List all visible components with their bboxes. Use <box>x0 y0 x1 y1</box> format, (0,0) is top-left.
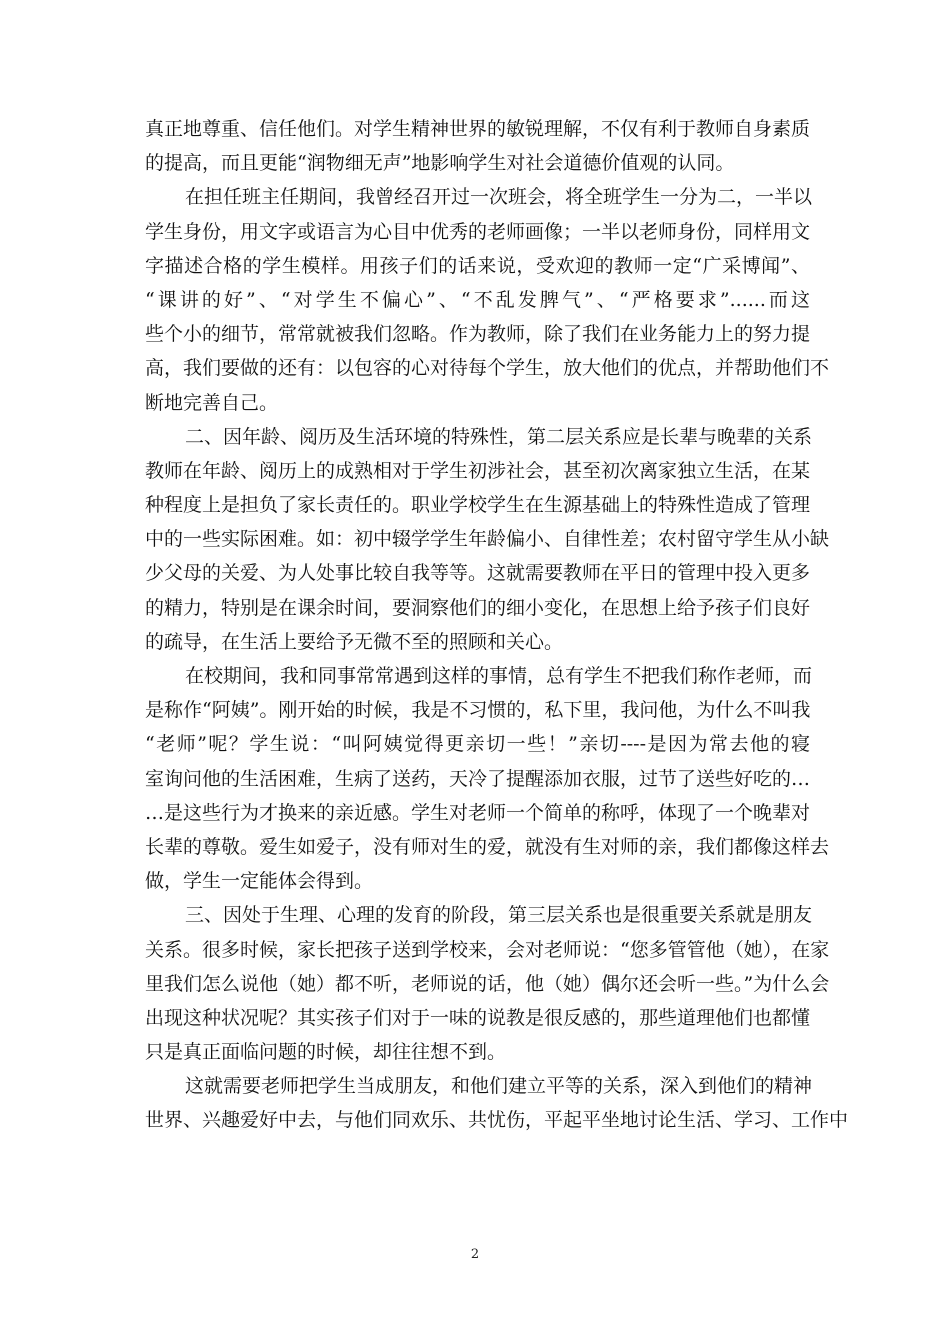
text-line: 少父母的关爱、为人处事比较自我等等。这就需要教师在平日的管理中投入更多 <box>145 562 811 585</box>
text-line: 的疏导，在生活上要给予无微不至的照顾和关心。 <box>145 630 564 653</box>
text-line: 断地完善自己。 <box>145 391 279 414</box>
text-line: 室询问他的生活困难，生病了送药，天冷了提醒添加衣服，过节了送些好吃的… <box>145 767 811 790</box>
text-line: 中的一些实际困难。如：初中辍学学生年龄偏小、自律性差；农村留守学生从小缺 <box>145 528 830 551</box>
paragraph-first-line: 这就需要老师把学生当成朋友，和他们建立平等的关系，深入到他们的精神 <box>185 1075 813 1098</box>
text-line: “老师”呢？学生说：“叫阿姨觉得更亲切一些！”亲切----是因为常去他的寝 <box>145 733 810 756</box>
text-line: 关系。很多时候，家长把孩子送到学校来，会对老师说：“您多管管他（她），在家 <box>145 938 830 961</box>
section-heading-line: 二、因年龄、阅历及生活环境的特殊性，第二层关系应是长辈与晚辈的关系 <box>185 425 813 448</box>
text-line: 字描述合格的学生模样。用孩子们的话来说，受欢迎的教师一定“广采博闻”、 <box>145 254 810 277</box>
page-number: 2 <box>470 1247 480 1262</box>
text-line: 只是真正面临问题的时候，却往往想不到。 <box>145 1041 507 1064</box>
text-line: …是这些行为才换来的亲近感。学生对老师一个简单的称呼，体现了一个晚辈对 <box>145 801 811 824</box>
text-line: 真正地尊重、信任他们。对学生精神世界的敏锐理解，不仅有利于教师自身素质 <box>145 118 811 140</box>
text-line: 世界、兴趣爱好中去，与他们同欢乐、共忧伤，平起平坐地讨论生活、学习、工作中 <box>145 1109 849 1132</box>
text-line: 的精力，特别是在课余时间，要洞察他们的细小变化，在思想上给予孩子们良好 <box>145 596 811 619</box>
text-line: 是称作“阿姨”。刚开始的时候，我是不习惯的，私下里，我问他，为什么不叫我 <box>145 699 811 722</box>
paragraph-first-line: 在校期间，我和同事常常遇到这样的事情，总有学生不把我们称作老师，而 <box>185 665 813 687</box>
text-line: 些个小的细节，常常就被我们忽略。作为教师，除了我们在业务能力上的努力提 <box>145 323 811 346</box>
text-line: 长辈的尊敬。爱生如爱子，没有师对生的爱，就没有生对师的亲，我们都像这样去 <box>145 835 830 858</box>
text-line: 做，学生一定能体会得到。 <box>145 870 374 893</box>
body-text <box>145 112 849 1138</box>
text-line: 的提高，而且更能“润物细无声”地影响学生对社会道德价值观的认同。 <box>145 152 735 175</box>
paragraph-first-line: 在担任班主任期间，我曾经召开过一次班会，将全班学生一分为二，一半以 <box>185 186 813 209</box>
text-line: 学生身份，用文字或语言为心目中优秀的老师画像；一半以老师身份，同样用文 <box>145 220 811 243</box>
text-line: 高，我们要做的还有：以包容的心对待每个学生，放大他们的优点，并帮助他们不 <box>145 357 830 380</box>
text-line: 教师在年龄、阅历上的成熟相对于学生初涉社会，甚至初次离家独立生活，在某 <box>145 459 811 482</box>
text-line: 出现这种状况呢？其实孩子们对于一味的说教是很反感的，那些道理他们也都懂 <box>145 1006 811 1029</box>
text-line: 里我们怎么说他（她）都不听，老师说的话，他（她）偶尔还会听一些。”为什么会 <box>145 972 830 995</box>
text-line: 种程度上是担负了家长责任的。职业学校学生在生源基础上的特殊性造成了管理 <box>145 494 811 517</box>
text-line: “课讲的好”、“对学生不偏心”、“不乱发脾气”、“严格要求”......而这 <box>145 288 810 311</box>
section-heading-line: 三、因处于生理、心理的发育的阶段，第三层关系也是很重要关系就是朋友 <box>185 904 813 927</box>
